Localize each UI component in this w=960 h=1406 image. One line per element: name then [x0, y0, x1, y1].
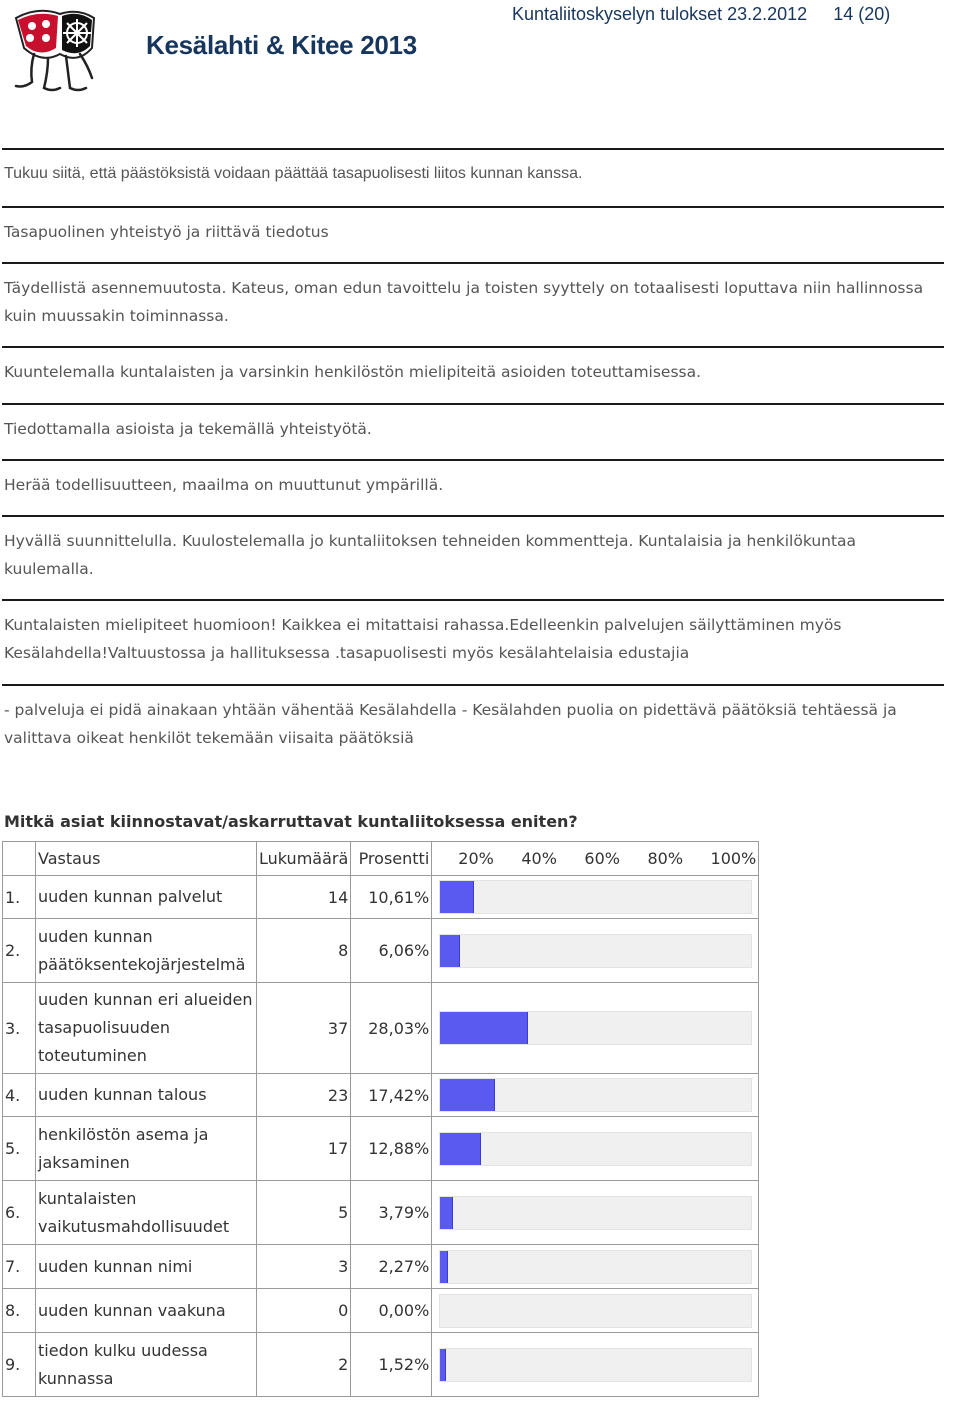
bar-fill [440, 1349, 446, 1381]
row-percent: 17,42% [351, 1074, 432, 1117]
bar-fill [440, 881, 474, 913]
comment-item: Kuntalaisten mielipiteet huomioon! Kaikkea ei mitattaisi rahassa.Edelleenkin palvelujen säilyttäminen myös Kesälahdella!Valtuustossa ja hallituksessa .tasapuolisesti myös kesälahtelaisia edustajia [2, 599, 944, 684]
row-count: 2 [257, 1333, 351, 1397]
table-header-row [3, 842, 759, 876]
report-header [512, 4, 890, 25]
row-answer: uuden kunnan nimi [36, 1245, 257, 1289]
bar-track [439, 934, 752, 968]
table-row [3, 876, 759, 919]
header-count: Lukumäärä [257, 842, 351, 876]
row-count: 8 [257, 919, 351, 983]
table-row [3, 1181, 759, 1245]
table-row [3, 1117, 759, 1181]
row-number: 5. [3, 1117, 36, 1181]
comment-item: Tiedottamalla asioista ja tekemällä yhteistyötä. [2, 403, 944, 459]
row-count: 14 [257, 876, 351, 919]
bar-fill [440, 1012, 528, 1044]
row-answer: uuden kunnan vaakuna [36, 1289, 257, 1333]
scale-tick: 80% [647, 849, 684, 868]
scale-tick: 40% [521, 849, 557, 868]
row-count: 0 [257, 1289, 351, 1333]
bar-track [439, 1250, 752, 1284]
row-percent: 2,27% [351, 1245, 432, 1289]
row-answer: uuden kunnan talous [36, 1074, 257, 1117]
question-heading: Mitkä asiat kiinnostavat/askarruttavat kuntaliitoksessa eniten? [4, 812, 578, 831]
row-bar-cell [432, 1245, 759, 1289]
scale-tick: 20% [458, 849, 494, 868]
row-answer: uuden kunnan eri alueiden tasapuolisuuden toteutuminen [36, 983, 257, 1074]
bar-track [439, 1348, 752, 1382]
table-row [3, 1289, 759, 1333]
scale-tick: 60% [584, 849, 620, 868]
row-count: 3 [257, 1245, 351, 1289]
row-count: 37 [257, 983, 351, 1074]
row-bar-cell [432, 1117, 759, 1181]
row-bar-cell [432, 876, 759, 919]
row-count: 17 [257, 1117, 351, 1181]
row-percent: 0,00% [351, 1289, 432, 1333]
comment-list [0, 148, 944, 769]
bar-fill [440, 1197, 453, 1229]
row-percent: 12,88% [351, 1117, 432, 1181]
row-number: 4. [3, 1074, 36, 1117]
bar-track [439, 1294, 752, 1328]
bar-fill [440, 935, 460, 967]
row-bar-cell [432, 919, 759, 983]
bar-fill [440, 1133, 481, 1165]
table-row [3, 1074, 759, 1117]
row-bar-cell [432, 983, 759, 1074]
table-row [3, 919, 759, 983]
table-row [3, 983, 759, 1074]
comment-item: Herää todellisuutteen, maailma on muuttunut ympärillä. [2, 459, 944, 515]
bar-track [439, 1078, 752, 1112]
bar-fill [440, 1079, 495, 1111]
bar-fill [440, 1251, 448, 1283]
comment-item: Hyvällä suunnittelulla. Kuulostelemalla jo kuntaliitoksen tehneiden kommentteja. Kuntalaisia ja henkilökuntaa kuulemalla. [2, 515, 944, 599]
bar-track [439, 1196, 752, 1230]
row-number: 9. [3, 1333, 36, 1397]
row-count: 23 [257, 1074, 351, 1117]
bar-track [439, 1011, 752, 1045]
row-bar-cell [432, 1333, 759, 1397]
row-bar-cell [432, 1289, 759, 1333]
bar-track [439, 880, 752, 914]
scale-tick: 100% [710, 849, 757, 868]
row-count: 5 [257, 1181, 351, 1245]
header-percent: Prosentti [351, 842, 432, 876]
report-title: Kuntaliitoskyselyn tulokset 23.2.2012 [512, 4, 808, 24]
table-row [3, 1245, 759, 1289]
header-answer: Vastaus [36, 842, 257, 876]
municipal-logo [8, 4, 148, 96]
row-answer: uuden kunnan päätöksentekojärjestelmä [36, 919, 257, 983]
row-number: 8. [3, 1289, 36, 1333]
comment-item: - palveluja ei pidä ainakaan yhtään vähentää Kesälahdella - Kesälahden puolia on pidettävä päätöksiä tehtäessä ja valittava oikeat henkilöt tekemään viisaita päätöksiä [2, 684, 944, 769]
row-percent: 6,06% [351, 919, 432, 983]
row-number: 6. [3, 1181, 36, 1245]
row-answer: uuden kunnan palvelut [36, 876, 257, 919]
row-number: 3. [3, 983, 36, 1074]
table-row [3, 1333, 759, 1397]
results-table [2, 841, 759, 1397]
comment-item: Kuuntelemalla kuntalaisten ja varsinkin henkilöstön mielipiteitä asioiden toteuttamisessa. [2, 346, 944, 403]
row-answer: henkilöstön asema ja jaksaminen [36, 1117, 257, 1181]
row-answer: tiedon kulku uudessa kunnassa [36, 1333, 257, 1397]
comment-item: Tasapuolinen yhteistyö ja riittävä tiedotus [2, 206, 944, 262]
header-scale [432, 842, 759, 876]
row-answer: kuntalaisten vaikutusmahdollisuudet [36, 1181, 257, 1245]
row-percent: 10,61% [351, 876, 432, 919]
row-bar-cell [432, 1181, 759, 1245]
comment-item: Täydellistä asennemuutosta. Kateus, oman edun tavoittelu ja toisten syyttely on totaalisesti loputtava niin hallinnossa kuin muussakin toiminnassa. [2, 262, 944, 346]
row-number: 2. [3, 919, 36, 983]
row-percent: 3,79% [351, 1181, 432, 1245]
comment-item: Tukuu siitä, että päästöksistä voidaan päättää tasapuolisesti liitos kunnan kanssa. [2, 148, 944, 206]
bar-track [439, 1132, 752, 1166]
row-percent: 1,52% [351, 1333, 432, 1397]
header-num-cell [3, 842, 36, 876]
row-number: 7. [3, 1245, 36, 1289]
brand-title: Kesälahti & Kitee 2013 [146, 30, 417, 60]
page-number: 14 (20) [833, 4, 891, 24]
row-number: 1. [3, 876, 36, 919]
row-bar-cell [432, 1074, 759, 1117]
row-percent: 28,03% [351, 983, 432, 1074]
